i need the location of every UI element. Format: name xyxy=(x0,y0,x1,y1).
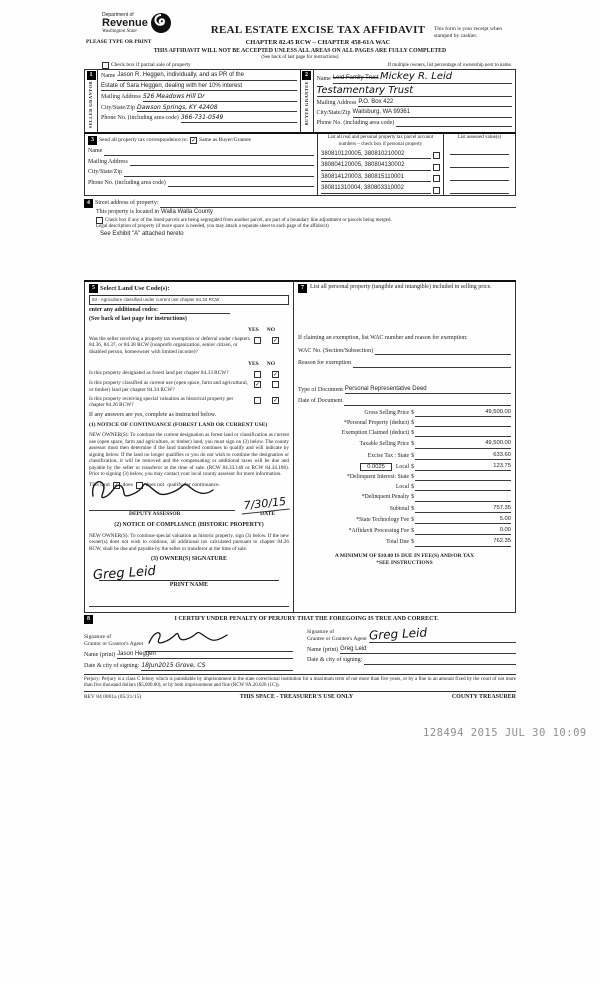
currency-sign: $ xyxy=(411,474,414,481)
personal-property-label: List all personal property (tangible and intangible) included in selling price. xyxy=(310,284,492,291)
currency-sign: $ xyxy=(411,452,414,459)
assessed-value-field-4 xyxy=(450,187,509,194)
s6-q3-yes-checkbox[interactable] xyxy=(254,397,261,404)
dor-logo-line3: Washington State xyxy=(102,28,137,34)
additional-codes-field xyxy=(160,307,230,314)
continuance-qualify-block xyxy=(89,482,289,519)
grantor-signature xyxy=(145,627,235,647)
grantee-name-print-label: Name (print) xyxy=(307,646,339,653)
grantor-date-city-label: Date & city of signing: xyxy=(84,663,140,670)
s6-q3-no-checkmark: ✓ xyxy=(273,397,279,404)
doc-date-label: Date of Document xyxy=(298,398,343,405)
parcel-pp-checkbox-4[interactable] xyxy=(433,187,440,194)
grantee-signature-block xyxy=(307,627,516,671)
segregated-checkbox[interactable] xyxy=(96,217,103,224)
grantor-signature-block xyxy=(84,627,293,671)
parcel-list-header: List all real and personal property tax parcel account numbers – check box if personal property xyxy=(327,135,434,147)
section-4-number: 4 xyxy=(84,199,93,208)
date-label: DATE xyxy=(260,511,275,518)
gross-selling-price-label: Gross Selling Price xyxy=(364,409,410,416)
s6-q1-no-checkmark: ✓ xyxy=(273,372,279,379)
wac-label: WAC No. (Section/Subsection) xyxy=(298,347,374,354)
currency-sign: $ xyxy=(411,419,414,426)
owner-signature: Greg Leid xyxy=(92,563,157,583)
print-name-label: PRINT NAME xyxy=(99,580,279,590)
corr-address-field xyxy=(130,159,314,166)
subtotal-value: 757.35 xyxy=(415,505,511,513)
buyer-name-struck: Leid Family Trust xyxy=(332,75,379,82)
parcel-numbers-2: 380804120005, 380804130002 xyxy=(321,162,431,171)
grantee-name-print-value: Greg Leid xyxy=(340,646,516,655)
section-3-number: 3 xyxy=(88,136,97,145)
buyer-block xyxy=(300,70,516,132)
section-7-number: 7 xyxy=(298,284,307,293)
s5-no-checkbox[interactable] xyxy=(272,337,279,344)
currency-sign: $ xyxy=(411,409,414,416)
s6-question-historical: Is this property receiving special valuation as historical property per chapter 84.26 RCW? xyxy=(89,395,234,409)
certify-statement: I CERTIFY UNDER PENALTY OF PERJURY THAT THE FOREGOING IS TRUE AND CORRECT. xyxy=(174,615,439,622)
currency-sign: $ xyxy=(411,528,414,535)
land-use-title: Select Land Use Code(s): xyxy=(100,284,170,292)
deputy-assessor-label: DEPUTY ASSESSOR xyxy=(129,511,181,518)
section-2-number: 2 xyxy=(302,71,311,80)
same-as-buyer-checkbox[interactable] xyxy=(190,137,197,144)
s6-q2-no-checkbox[interactable] xyxy=(272,381,279,388)
located-county-value: Walla Walla County xyxy=(161,208,213,215)
seller-name-label: Name xyxy=(101,73,116,80)
delinquent-interest-local-label: Local xyxy=(395,484,410,491)
seller-phone-label: Phone No. (including area code) xyxy=(101,115,179,122)
form-header xyxy=(84,12,516,47)
buyer-grantee-band: BUYER GRANTEE xyxy=(303,81,309,126)
send-correspondence-label: Send all property tax correspondence to: xyxy=(99,137,189,144)
grantee-signature: Greg Leid xyxy=(368,625,428,643)
excise-tax-local-value: 123.75 xyxy=(415,463,511,471)
correspondence-section xyxy=(84,134,516,196)
perjury-statement: Perjury: Perjury is a class C felony which is punishable by imprisonment in the state correctional institution for a maximum term of not more than five years, or by a fine in an amount fixed by the court of not more than five thousand dollars ($5,000.00), or by both imprisonment and fine (RCW 9A.20.020 (1C)). xyxy=(84,677,516,693)
currency-sign: $ xyxy=(411,539,414,546)
type-or-print-label: PLEASE TYPE OR PRINT xyxy=(86,39,152,45)
does-label: does xyxy=(122,481,133,488)
taxable-selling-price-value: 49,500.00 xyxy=(415,440,511,448)
exemption-header: If claiming an exemption, list WAC number and reason for exemption: xyxy=(298,335,468,342)
grantor-sig-of-label: Signature of xyxy=(84,634,112,641)
legal-description-value: See Exhibit "A" attached hereto xyxy=(100,230,184,237)
receipt-note: This form is your receipt when stamped by cashier. xyxy=(434,26,502,40)
street-address-label: Street address of property: xyxy=(95,200,159,207)
s6-q2-yes-checkmark: ✓ xyxy=(255,382,261,389)
currency-sign: $ xyxy=(411,505,414,512)
local-rate-box: 0.0025 xyxy=(360,463,392,471)
s6-q1-no-checkbox[interactable] xyxy=(272,371,279,378)
qualify-post-label: qualify for continuance. xyxy=(167,481,220,488)
delinquent-interest-state-value xyxy=(415,474,511,481)
street-address-field xyxy=(160,201,516,208)
s6-q3-no-checkbox[interactable] xyxy=(272,397,279,404)
land-does-checkbox[interactable] xyxy=(113,482,120,489)
seller-name-value-2: Estate of Sara Heggen, dealing with her 10% interest xyxy=(101,83,297,92)
grantor-date-city-value: 18Jun2015 Grove, CS xyxy=(141,662,293,671)
multiple-owners-note: If multiple owners, list percentage of ownership next to name. xyxy=(387,62,512,68)
s5-yes-header: YES xyxy=(248,326,259,333)
currency-sign: $ xyxy=(411,494,414,501)
corr-phone-label: Phone No. (including area code) xyxy=(88,179,166,186)
seller-city-value: Dawson Springs, KY 42408 xyxy=(137,104,297,113)
grantee-date-city-label: Date & city of signing: xyxy=(307,657,363,664)
state-technology-fee-label: *State Technology Fee xyxy=(356,516,410,523)
cashier-receipt-stamp: 128494 2015 JUL 30 10:09 xyxy=(423,727,587,739)
section-1-number: 1 xyxy=(87,71,96,80)
corr-city-label: City/State/Zip xyxy=(88,169,122,176)
dor-logo xyxy=(102,12,202,34)
state-technology-fee-value: 5.00 xyxy=(415,516,511,524)
parcel-pp-checkbox-1[interactable] xyxy=(433,152,440,159)
grantee-agent-label: Grantee or Grantee's Agent xyxy=(307,636,367,642)
corr-phone-field xyxy=(168,180,314,187)
see-instructions-note: *SEE INSTRUCTIONS xyxy=(376,559,433,566)
s6-no-header: NO xyxy=(266,361,275,368)
form-subtitle: CHAPTER 82.45 RCW – CHAPTER 458-61A WAC xyxy=(245,38,391,46)
buyer-address-label: Mailing Address xyxy=(316,99,357,106)
s5-exemption-question: Was the seller receiving a property tax exemption or deferral under chapters 84.36, 84.37, or 84.38 RCW (nonprofit organization, senior citizen, or disabled person, homeowner with limited income)? xyxy=(89,335,250,355)
exemption-claimed-value xyxy=(415,430,511,437)
instructions-note: (See back of last page for instructions) xyxy=(261,55,339,61)
form-title: REAL ESTATE EXCISE TAX AFFIDAVIT xyxy=(210,24,426,36)
segregated-label: Check box if any of the listed parcels are being segregated from another parcel, are part of a boundary line adjustment or parcels being merged. xyxy=(105,218,392,224)
seller-phone-value: 366-731-0549 xyxy=(181,114,297,123)
assessed-value-field-2 xyxy=(450,161,509,168)
land-does-not-checkbox[interactable] xyxy=(136,482,143,489)
s5-no-header: NO xyxy=(266,326,275,333)
owners-signature-label: (3) OWNER(S) SIGNATURE xyxy=(151,556,227,563)
qualify-pre-label: This land xyxy=(89,481,110,488)
s5-yes-checkbox[interactable] xyxy=(254,337,261,344)
legal-description-label: Legal description of property (if more space is needed, you may attach a separate sheet to each page of the affidavit) xyxy=(96,224,329,230)
property-location-section xyxy=(84,196,516,282)
corr-name-label: Name xyxy=(88,148,103,155)
s6-q2-yes-checkbox[interactable] xyxy=(254,381,261,388)
partial-sale-label: Check box if partial sale of property xyxy=(111,62,191,69)
buyer-city-label: City/State/Zip xyxy=(316,110,351,117)
s6-yes-header: YES xyxy=(248,361,259,368)
reeta-affidavit-form xyxy=(84,12,516,702)
buyer-name-handwritten: Mickey R. Leid xyxy=(380,71,453,83)
reason-field xyxy=(353,361,511,368)
buyer-name-handwritten-2: Testamentary Trust xyxy=(317,86,513,97)
wac-field xyxy=(375,348,511,355)
delinquent-interest-state-label: *Delinquent Interest: State xyxy=(346,474,410,481)
corr-name-field xyxy=(104,149,314,156)
certification-section xyxy=(84,613,516,675)
parcel-numbers-4: 380811310004, 380803310002 xyxy=(321,185,431,194)
exemption-claimed-label: Exemption Claimed (deduct) xyxy=(341,430,410,437)
s5-no-checkmark: ✓ xyxy=(273,337,279,344)
currency-sign: $ xyxy=(411,441,414,448)
if-yes-instruction: If any answers are yes, complete as instructed below. xyxy=(89,411,217,418)
seller-address-label: Mailing Address xyxy=(101,94,141,101)
corr-address-label: Mailing Address xyxy=(88,158,128,165)
seller-city-label: City/State/Zip xyxy=(101,104,135,111)
buyer-name-label: Name xyxy=(316,76,331,83)
parcel-numbers-3: 380814120003, 380815110001 xyxy=(321,174,431,183)
doc-type-value: Personal Representative Deed xyxy=(345,386,511,395)
s6-question-current-use: Is this property classified as current use (open space, farm and agricultural, or timber) land per chapter 84.34 RCW? xyxy=(89,380,248,393)
delinquent-penalty-label: *Delinquent Penalty xyxy=(361,494,410,501)
doc-type-label: Type of Document xyxy=(298,386,343,393)
currency-sign: $ xyxy=(411,430,414,437)
personal-property-section xyxy=(294,282,516,612)
s6-q1-yes-checkbox[interactable] xyxy=(254,371,261,378)
seller-block xyxy=(85,70,300,132)
land-use-section xyxy=(84,282,294,612)
excise-tax-state-value: 633.60 xyxy=(415,452,511,460)
subtotal-label: Subtotal xyxy=(389,505,410,512)
total-due-value: 762.35 xyxy=(415,538,511,546)
partial-sale-checkbox[interactable] xyxy=(102,62,109,69)
assessed-values-header: List assessed value(s) xyxy=(457,135,502,141)
buyer-phone-value xyxy=(396,120,512,127)
excise-tax-local-label: Local xyxy=(395,463,410,470)
seller-grantor-band: SELLER GRANTOR xyxy=(88,81,94,129)
does-not-label: does not xyxy=(145,481,165,488)
print-name-field xyxy=(89,600,289,607)
buyer-phone-label: Phone No. (including area code) xyxy=(316,119,395,126)
rev-form-number: REV 84 0001a (05/21/15) xyxy=(84,694,142,701)
delinquent-penalty-value xyxy=(415,495,511,502)
affidavit-processing-fee-value: 0.00 xyxy=(415,527,511,535)
deputy-assessor-signature-line xyxy=(89,504,235,511)
total-due-label: Total Due xyxy=(386,539,410,546)
land-use-code-box[interactable]: 83 - Agriculture classified under current use chapter 84.34 RCW xyxy=(89,295,289,305)
notice-compliance-body: NEW OWNER(S): To continue special valuation as historic property, sign (3) below. If the new owner(s) does not wish to continue, all additional tax calculated pursuant to chapter 84.26 RCW, shall be due and payable by the seller or transferor at the time of sale. xyxy=(89,532,289,552)
seller-address-value: 526 Meadows Hill Dr xyxy=(143,93,297,102)
notice-compliance-title: (2) NOTICE OF COMPLIANCE (HISTORIC PROPERTY) xyxy=(114,522,264,529)
gross-selling-price-value: 49,500.00 xyxy=(415,409,511,417)
deputy-date-value: 7/30/15 xyxy=(240,494,289,514)
land-does-checkmark: ✓ xyxy=(113,482,119,489)
dor-logo-line1: Department of xyxy=(102,11,134,18)
notice-continuance-body: NEW OWNER(S): To continue the current designation as forest land or classification as current use (open space, farm and agriculture, or timber) land, you must sign on (3) below. The county assessor must then determine if the land transferred continues to qualify and will indicate by signing below. If the land no longer qualifies or you do not wish to continue the designation or classification, it will be removed and the compensating or additional taxes will be due and payable by the seller or transferor at the time of sale. (RCW 84.33.140 or RCW 84.34.108). Prior to signing (3) below, you may contact your local county assessor for more information. xyxy=(89,432,289,478)
grantor-agent-label: Grantor or Grantor's Agent xyxy=(84,641,144,647)
revenue-swirl-icon xyxy=(150,12,172,34)
currency-sign: $ xyxy=(411,463,414,470)
parcel-numbers-1: 380810120005, 380810210002 xyxy=(321,151,431,160)
excise-tax-state-label: Excise Tax : State xyxy=(367,452,410,459)
parcel-pp-checkbox-2[interactable] xyxy=(433,164,440,171)
minimum-fee-note: A MINIMUM OF $10.00 IS DUE IN FEE(S) AND/OR TAX xyxy=(334,552,475,559)
completion-warning: THIS AFFIDAVIT WILL NOT BE ACCEPTED UNLESS ALL AREAS ON ALL PAGES ARE FULLY COMPLETED xyxy=(153,47,447,54)
notice-continuance-title: (1) NOTICE OF CONTINUANCE (FOREST LAND OR CURRENT USE) xyxy=(89,422,268,429)
corr-city-field xyxy=(124,170,314,177)
same-as-buyer-label: Same as Buyer/Grantee xyxy=(199,137,251,144)
currency-sign: $ xyxy=(411,516,414,523)
buyer-address-value: P.O. Box 422 xyxy=(358,99,512,108)
personal-property-deduct-label: *Personal Property (deduct) xyxy=(344,419,410,426)
county-treasurer-label: COUNTY TREASURER xyxy=(451,694,516,701)
additional-codes-label: enter any additional codes: xyxy=(89,306,159,313)
grantee-sig-of-label: Signature of xyxy=(307,629,335,636)
currency-sign: $ xyxy=(411,484,414,491)
seller-name-value: Jason R. Heggen, individually, and as PR of the xyxy=(117,72,296,81)
reason-label: Reason for exemption xyxy=(298,360,351,367)
parcel-pp-checkbox-3[interactable] xyxy=(433,175,440,182)
grantee-date-city-value xyxy=(364,658,516,665)
affidavit-processing-fee-label: *Affidavit Processing Fee xyxy=(348,528,410,535)
parties-section xyxy=(84,69,516,134)
assessed-value-field-3 xyxy=(450,174,509,181)
grantor-name-print-value: Jason Heggen xyxy=(117,651,293,660)
taxable-selling-price-label: Taxable Selling Price xyxy=(359,441,410,448)
section-5-number: 5 xyxy=(89,284,98,293)
see-back-note: (See back of last page for instructions) xyxy=(89,316,187,323)
assessed-value-field-1 xyxy=(450,148,509,155)
personal-property-deduct-value xyxy=(415,420,511,427)
doc-date-field xyxy=(344,399,511,406)
located-in-label: This property is located in xyxy=(96,208,159,215)
s6-question-forest-land: Is this property designated as forest land per chapter 84.33 RCW? xyxy=(89,370,229,377)
same-as-buyer-checkmark: ✓ xyxy=(191,138,197,145)
dor-logo-line2: Revenue xyxy=(102,16,148,29)
section-8-number: 8 xyxy=(84,615,93,624)
treasurer-space-label: THIS SPACE - TREASURER'S USE ONLY xyxy=(239,694,354,701)
delinquent-interest-local-value xyxy=(415,484,511,491)
buyer-city-value: Waitsburg, WA 99361 xyxy=(353,109,513,118)
grantor-name-print-label: Name (print) xyxy=(84,651,116,658)
